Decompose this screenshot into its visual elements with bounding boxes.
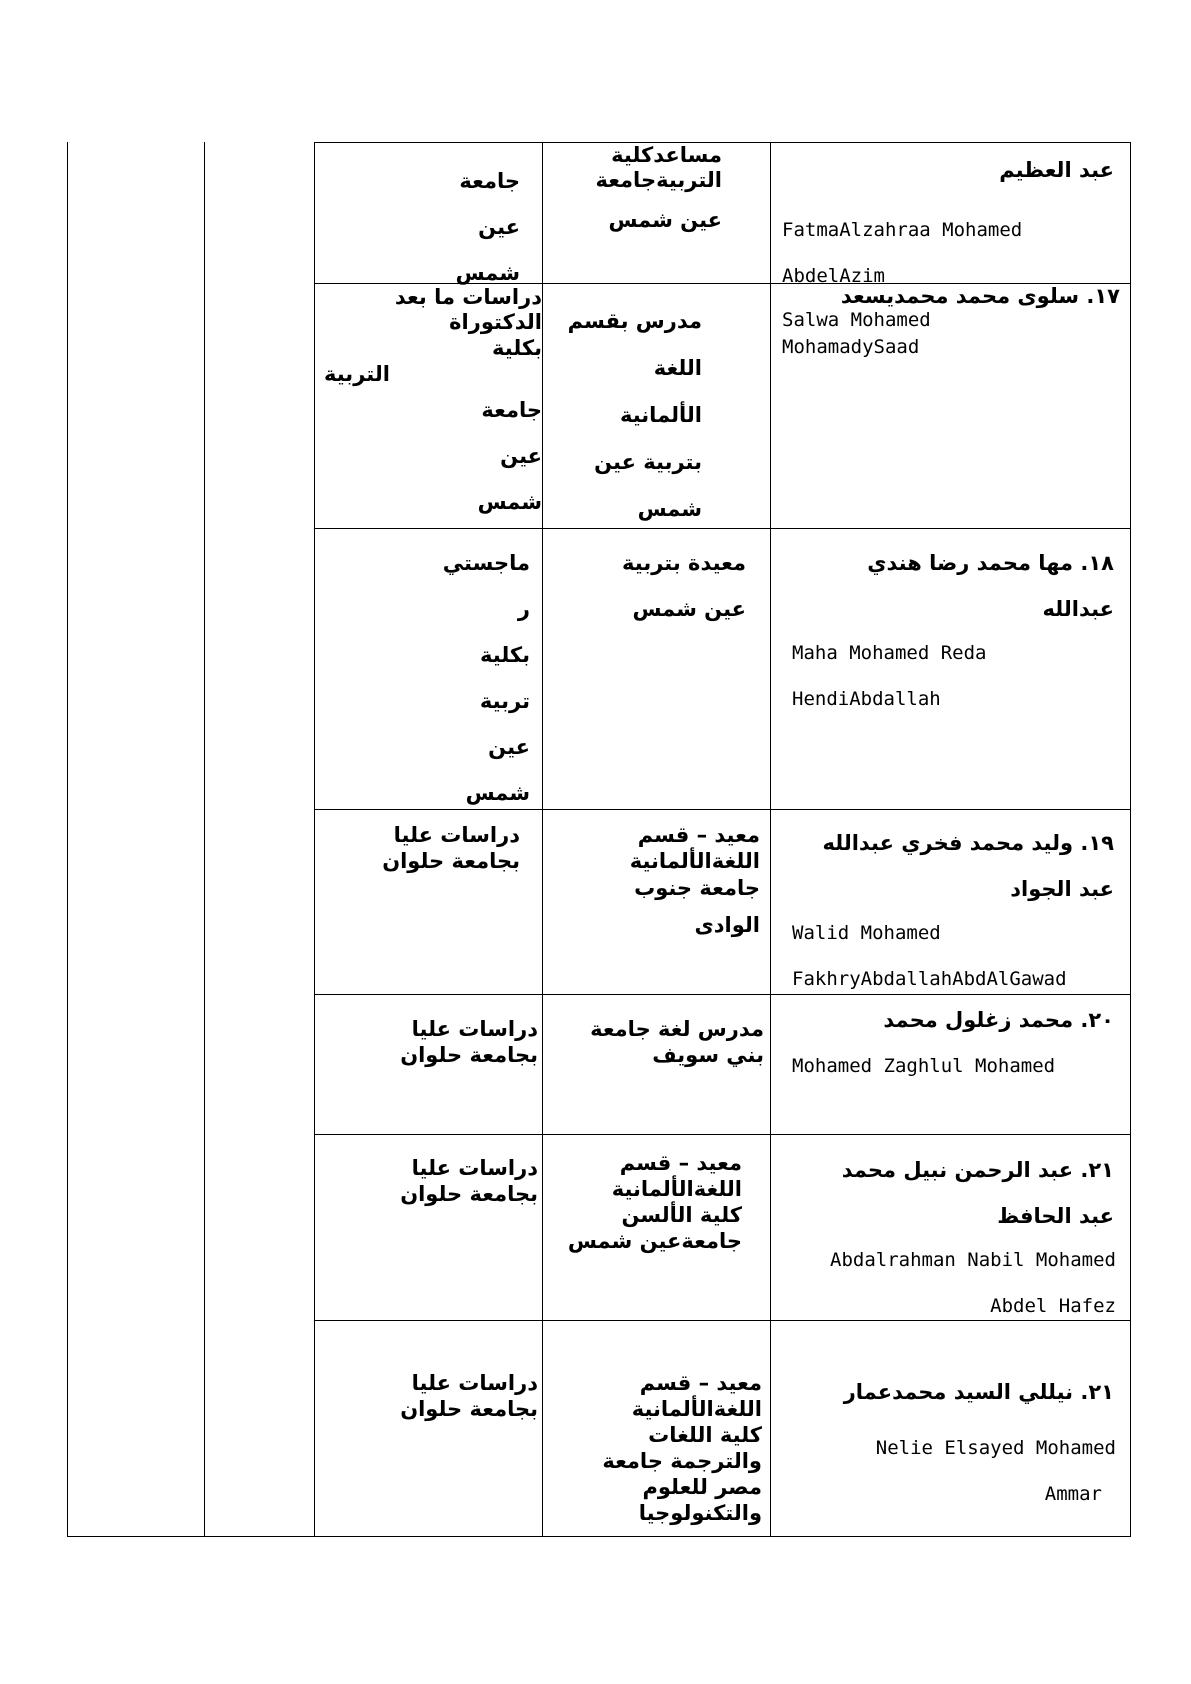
position-line: والترجمة جامعة: [602, 1449, 762, 1473]
row-divider: [314, 528, 1131, 529]
position-line: كلية الألسن: [621, 1203, 742, 1227]
qualification-line: تربية: [479, 689, 530, 713]
name-cell-arabic: [780, 1147, 1114, 1239]
table-border-right: [1130, 142, 1131, 1537]
name-english-line: FakhryAbdallahAbdAlGawad: [792, 968, 1067, 990]
name-english-line: FatmaAlzahraa Mohamed: [782, 219, 1023, 241]
qualification-line: بكلية: [492, 336, 542, 360]
position-line: عين شمس: [632, 597, 746, 621]
name-cell-arabic: [780, 1008, 1114, 1032]
qualification-line: ر: [517, 597, 530, 621]
name-english-line: Mohamed Zaghlul Mohamed: [792, 1055, 1056, 1077]
name-arabic-line: عبد الجواد: [1010, 877, 1114, 901]
name-arabic-line: عبد الحافظ: [997, 1204, 1114, 1228]
position-cell: [552, 1150, 742, 1254]
position-line: مدرس لغة جامعة: [590, 1017, 764, 1041]
name-cell-english: [782, 307, 1122, 361]
name-cell-english: [792, 1055, 1122, 1077]
name-arabic-line: ٢١. عبد الرحمن نبيل محمد: [841, 1158, 1114, 1182]
qualification-line: دراسات عليا: [411, 1156, 538, 1180]
position-line: شمس: [637, 497, 702, 521]
position-line: الألمانية: [619, 403, 702, 427]
name-cell-arabic: [780, 158, 1114, 182]
qualification-line: ماجستي: [442, 551, 530, 575]
name-english-line: Salwa Mohamed: [782, 309, 931, 331]
table-column-divider-3: [542, 142, 543, 1537]
position-line: كلية اللغات: [648, 1423, 762, 1447]
qualification-line: بجامعة حلوان: [400, 1182, 538, 1206]
name-cell-english: [782, 1237, 1116, 1329]
qualification-cell: [324, 1016, 538, 1068]
position-line: اللغةالألمانية: [629, 849, 760, 873]
qualification-line: الدكتوراة: [449, 310, 542, 334]
name-cell-english: [792, 910, 1122, 1002]
position-line: معيدة بتربية: [622, 551, 746, 575]
name-cell-english: [782, 1425, 1116, 1517]
name-english-line: Ammar: [1044, 1483, 1102, 1505]
position-cell: [552, 822, 760, 948]
qualification-line: جامعة: [481, 398, 542, 422]
name-english-line: MohamadySaad: [782, 336, 920, 358]
position-cell: [548, 1016, 764, 1068]
name-cell-arabic: [780, 540, 1114, 632]
name-english-line: Walid Mohamed: [792, 922, 941, 944]
position-cell: [552, 144, 722, 246]
qualification-cell: [324, 1155, 538, 1207]
qualification-cell: [324, 822, 520, 874]
qualification-line: دراسات عليا: [393, 823, 520, 847]
name-english-line: Maha Mohamed Reda: [792, 642, 987, 664]
qualification-cell: [324, 540, 530, 816]
position-line: التربيةجامعة: [595, 168, 722, 192]
qualification-cell: [324, 285, 542, 525]
name-arabic-line: عبدالله: [1042, 597, 1114, 621]
position-line: بتربية عين: [594, 450, 702, 474]
name-english-line: Abdalrahman Nabil Mohamed: [830, 1249, 1116, 1271]
qualification-line: جامعة: [459, 169, 520, 193]
qualification-line: بكلية: [480, 643, 530, 667]
row-top-border: [314, 142, 1131, 143]
position-cell: [552, 1370, 762, 1526]
name-english-line: AbdelAzim: [782, 265, 885, 287]
position-line: اللغةالألمانية: [631, 1397, 762, 1421]
position-line: الوادى: [694, 913, 760, 937]
position-line: مصر للعلوم: [642, 1475, 762, 1499]
position-line: والتكنولوجيا: [638, 1501, 762, 1525]
table-bottom-border: [67, 1536, 1131, 1537]
name-arabic-line: ١٨. مها محمد رضا هندي: [867, 551, 1114, 575]
qualification-line: شمس: [477, 490, 542, 514]
name-cell-arabic: [780, 284, 1120, 308]
name-arabic-line: عبد العظيم: [999, 158, 1114, 182]
qualification-line: بجامعة حلوان: [382, 849, 520, 873]
name-cell-arabic: [780, 820, 1114, 912]
name-arabic-line: ١٧. سلوى محمد محمديسعد: [840, 284, 1120, 308]
position-line: بني سويف: [652, 1043, 764, 1067]
qualification-line: عين: [478, 215, 520, 239]
name-english-line: Abdel Hafez: [990, 1295, 1116, 1317]
qualification-line: دراسات عليا: [411, 1017, 538, 1041]
position-line: جامعة جنوب: [634, 876, 760, 900]
position-line: عين شمس: [608, 208, 722, 232]
qualification-line: بجامعة حلوان: [400, 1397, 538, 1421]
name-english-line: Nelie Elsayed Mohamed: [875, 1437, 1116, 1459]
qualification-line: عين: [500, 444, 542, 468]
qualification-line: عين: [488, 735, 530, 759]
qualification-line: التربية: [324, 362, 390, 386]
position-cell: [552, 298, 702, 533]
qualification-cell: [324, 158, 520, 296]
position-line: جامعةعين شمس: [567, 1229, 742, 1253]
table-column-divider-4: [770, 142, 771, 1537]
table-border-left: [67, 142, 68, 1537]
name-cell-english: [792, 630, 1122, 722]
table-column-divider-2: [314, 142, 315, 1537]
qualification-line: دراسات عليا: [411, 1371, 538, 1395]
position-cell: [552, 540, 746, 632]
name-arabic-line: ١٩. وليد محمد فخري عبدالله: [822, 831, 1114, 855]
table-column-divider-1: [204, 142, 205, 1537]
name-arabic-line: ٢١. نيللي السيد محمدعمار: [843, 1380, 1114, 1404]
position-line: معيد – قسم: [639, 1371, 762, 1395]
qualification-cell: [324, 1370, 538, 1422]
qualification-line: شمس: [455, 261, 520, 285]
position-line: معيد – قسم: [637, 823, 760, 847]
position-line: اللغة: [653, 356, 702, 380]
qualification-line: دراسات ما بعد: [394, 285, 542, 309]
position-line: مساعدكلية: [611, 143, 722, 167]
name-english-line: HendiAbdallah: [792, 688, 941, 710]
name-arabic-line: ٢٠. محمد زغلول محمد: [883, 1008, 1114, 1032]
qualification-line: بجامعة حلوان: [400, 1043, 538, 1067]
position-line: معيد – قسم: [619, 1151, 742, 1175]
position-line: مدرس بقسم: [567, 309, 702, 333]
position-line: اللغةالألمانية: [611, 1177, 742, 1201]
qualification-line: شمس: [465, 781, 530, 805]
row-divider: [314, 1134, 1131, 1135]
name-cell-arabic: [780, 1380, 1114, 1404]
